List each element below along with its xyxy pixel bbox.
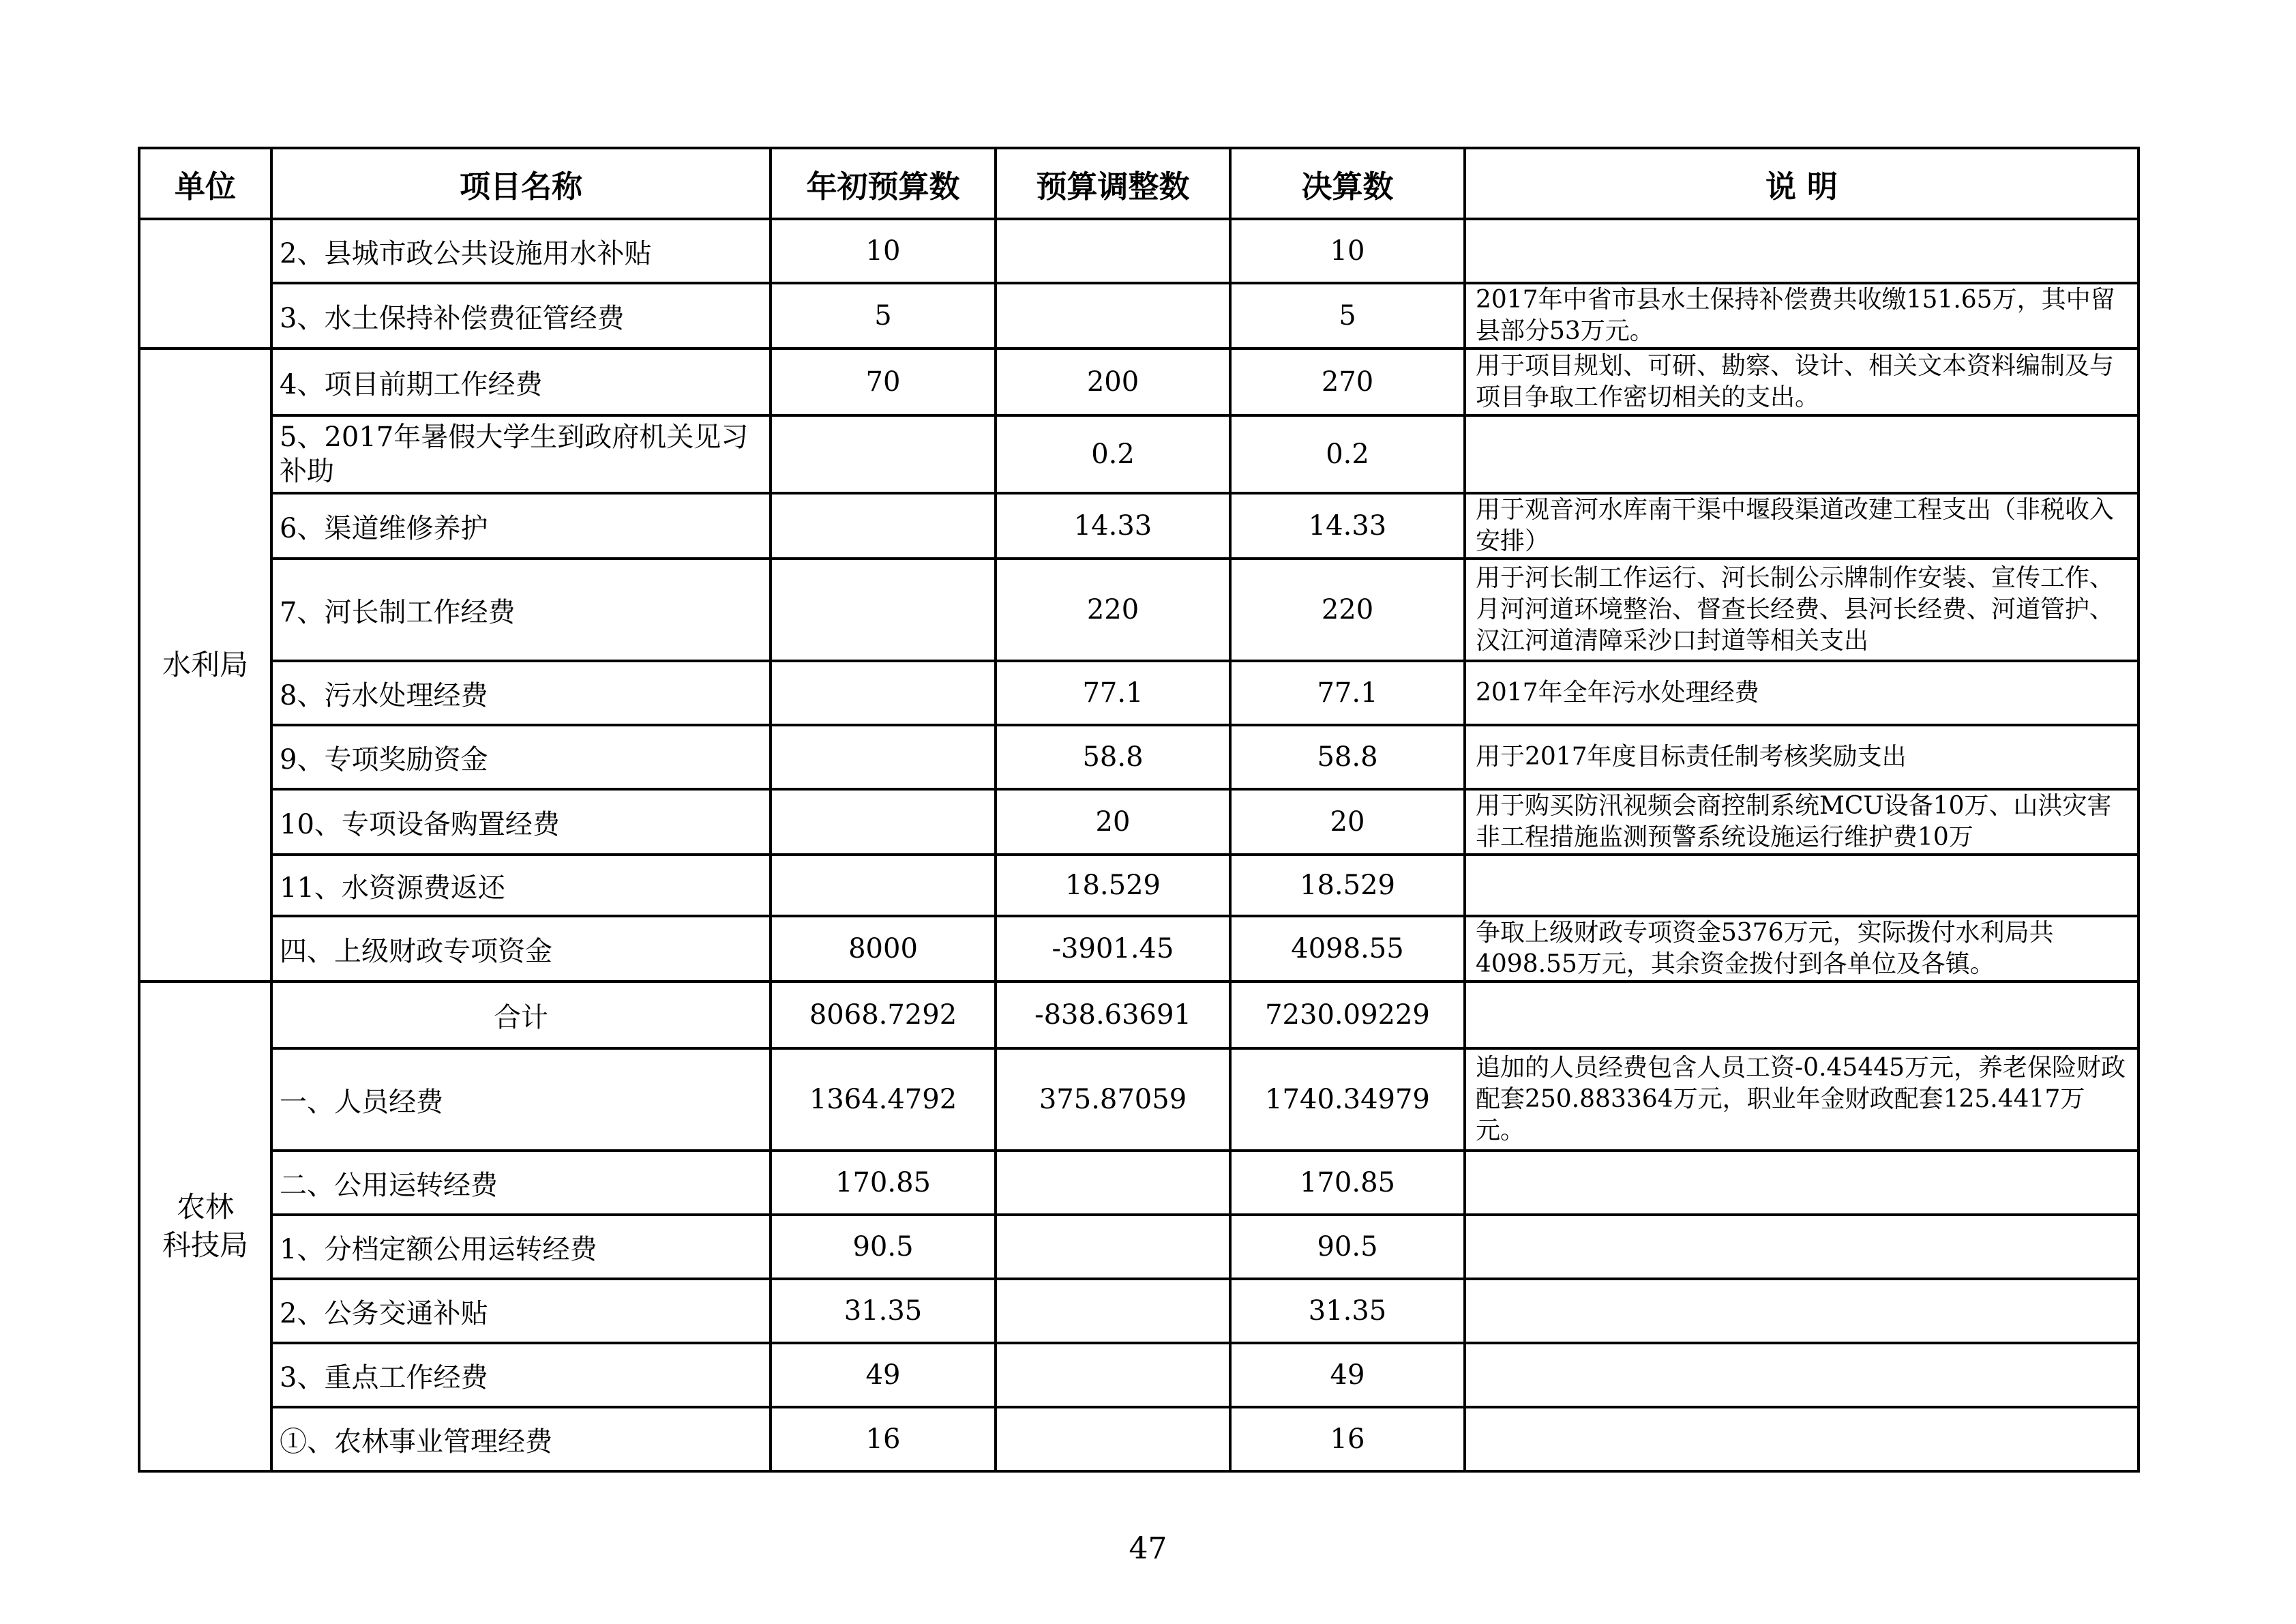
page-number: 47 [1129,1531,1167,1566]
header-initial: 年初预算数 [771,148,996,219]
table-row [139,855,2138,916]
adjust-cell: -3901.45 [996,916,1230,981]
final-cell: 0.2 [1230,415,1465,493]
adjust-cell: 58.8 [996,725,1230,789]
final-cell: 5 [1230,283,1465,349]
unit-cell-water: 水利局 [139,349,271,981]
final-cell: 90.5 [1230,1215,1465,1279]
item-cell: 2、县城市政公共设施用水补贴 [271,219,771,283]
budget-table [138,147,2140,1473]
unit-cell-agri [139,981,271,1471]
note-cell: 用于2017年度目标责任制考核奖励支出 [1465,725,2138,789]
table-row [139,1151,2138,1215]
initial-cell [771,559,996,661]
final-cell: 220 [1230,559,1465,661]
adjust-cell [996,1151,1230,1215]
table-row [139,219,2138,283]
item-cell: 合计 [271,981,771,1048]
adjust-cell: 200 [996,349,1230,415]
item-cell: 4、项目前期工作经费 [271,349,771,415]
note-cell: 用于观音河水库南干渠中堰段渠道改建工程支出（非税收入安排） [1465,493,2138,559]
item-cell: 8、污水处理经费 [271,661,771,725]
adjust-cell [996,1343,1230,1407]
note-cell [1465,1343,2138,1407]
note-cell: 2017年中省市县水土保持补偿费共收缴151.65万，其中留县部分53万元。 [1465,283,2138,349]
note-cell [1465,1407,2138,1471]
initial-cell: 90.5 [771,1215,996,1279]
item-cell: 10、专项设备购置经费 [271,789,771,855]
final-cell: 20 [1230,789,1465,855]
adjust-cell: 0.2 [996,415,1230,493]
header-item: 项目名称 [271,148,771,219]
header-adjust: 预算调整数 [996,148,1230,219]
initial-cell: 5 [771,283,996,349]
table-row [139,559,2138,661]
item-cell: ①、农林事业管理经费 [271,1407,771,1471]
unit-label-agri-line2: 科技局 [162,1228,248,1262]
header-unit: 单位 [139,148,271,219]
final-cell: 7230.09229 [1230,981,1465,1048]
adjust-cell [996,283,1230,349]
initial-cell: 31.35 [771,1279,996,1343]
note-cell [1465,1151,2138,1215]
item-cell: 11、水资源费返还 [271,855,771,916]
item-cell: 3、水土保持补偿费征管经费 [271,283,771,349]
note-cell: 2017年全年污水处理经费 [1465,661,2138,725]
adjust-cell [996,219,1230,283]
adjust-cell: 20 [996,789,1230,855]
table-row [139,1048,2138,1151]
item-cell: 2、公务交通补贴 [271,1279,771,1343]
item-cell: 1、分档定额公用运转经费 [271,1215,771,1279]
table-row [139,725,2138,789]
adjust-cell [996,1279,1230,1343]
note-cell [1465,1215,2138,1279]
final-cell: 18.529 [1230,855,1465,916]
adjust-cell: 77.1 [996,661,1230,725]
item-cell: 9、专项奖励资金 [271,725,771,789]
header-row [139,148,2138,219]
initial-cell [771,725,996,789]
initial-cell: 1364.4792 [771,1048,996,1151]
initial-cell [771,415,996,493]
table-row [139,283,2138,349]
final-cell: 1740.34979 [1230,1048,1465,1151]
final-cell: 31.35 [1230,1279,1465,1343]
table-row [139,1215,2138,1279]
initial-cell [771,493,996,559]
note-cell [1465,981,2138,1048]
initial-cell: 49 [771,1343,996,1407]
final-cell: 270 [1230,349,1465,415]
note-cell [1465,855,2138,916]
table-row [139,415,2138,493]
note-cell: 追加的人员经费包含人员工资-0.45445万元，养老保险财政配套250.883364万元，职业年金财政配套125.4417万元。 [1465,1048,2138,1151]
initial-cell [771,855,996,916]
final-cell: 4098.55 [1230,916,1465,981]
adjust-cell: 375.87059 [996,1048,1230,1151]
final-cell: 14.33 [1230,493,1465,559]
final-cell: 16 [1230,1407,1465,1471]
note-cell: 用于购买防汛视频会商控制系统MCU设备10万、山洪灾害非工程措施监测预警系统设施运行维护费10万 [1465,789,2138,855]
adjust-cell: 14.33 [996,493,1230,559]
table-row [139,981,2138,1048]
note-cell [1465,415,2138,493]
item-cell: 一、人员经费 [271,1048,771,1151]
table-row [139,349,2138,415]
initial-cell: 10 [771,219,996,283]
note-cell [1465,1279,2138,1343]
initial-cell [771,661,996,725]
header-note: 说 明 [1465,148,2138,219]
item-cell: 6、渠道维修养护 [271,493,771,559]
item-cell: 二、公用运转经费 [271,1151,771,1215]
adjust-cell [996,1407,1230,1471]
item-cell: 3、重点工作经费 [271,1343,771,1407]
table-row [139,1343,2138,1407]
note-cell: 用于河长制工作运行、河长制公示牌制作安装、宣传工作、月河河道环境整治、督查长经费、县河长经费、河道管护、汉江河道清障采沙口封道等相关支出 [1465,559,2138,661]
table-row [139,916,2138,981]
final-cell: 10 [1230,219,1465,283]
initial-cell: 70 [771,349,996,415]
final-cell: 49 [1230,1343,1465,1407]
initial-cell [771,789,996,855]
initial-cell: 16 [771,1407,996,1471]
table-row [139,1407,2138,1471]
initial-cell: 8000 [771,916,996,981]
table-row [139,493,2138,559]
note-cell: 用于项目规划、可研、勘察、设计、相关文本资料编制及与项目争取工作密切相关的支出。 [1465,349,2138,415]
adjust-cell: -838.63691 [996,981,1230,1048]
note-cell [1465,219,2138,283]
final-cell: 58.8 [1230,725,1465,789]
note-cell: 争取上级财政专项资金5376万元，实际拨付水利局共4098.55万元，其余资金拨付到各单位及各镇。 [1465,916,2138,981]
header-final: 决算数 [1230,148,1465,219]
table-row [139,661,2138,725]
final-cell: 77.1 [1230,661,1465,725]
unit-cell-blank [139,219,271,349]
adjust-cell: 18.529 [996,855,1230,916]
final-cell: 170.85 [1230,1151,1465,1215]
adjust-cell [996,1215,1230,1279]
item-cell: 5、2017年暑假大学生到政府机关见习补助 [271,415,771,493]
item-cell: 四、上级财政专项资金 [271,916,771,981]
table-row [139,789,2138,855]
initial-cell: 170.85 [771,1151,996,1215]
unit-label-agri-line1: 农林 [176,1190,234,1224]
adjust-cell: 220 [996,559,1230,661]
initial-cell: 8068.7292 [771,981,996,1048]
table-row [139,1279,2138,1343]
item-cell: 7、河长制工作经费 [271,559,771,661]
